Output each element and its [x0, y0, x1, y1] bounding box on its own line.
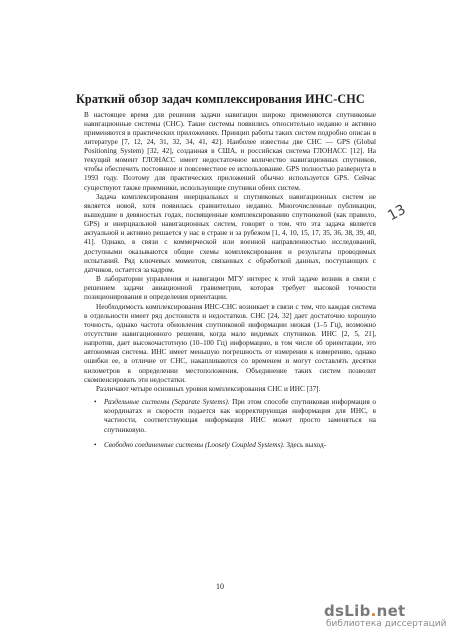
level-description: . Здесь выход- — [282, 440, 327, 449]
paragraph-integration-task: Задача комплексирования инерциальных и спутниковых навигационных систем не является новой, хотя появилась сравнительно недавно. Многочисленные публикации, вышедшие в девяностых годах, посвященные комплексированию спутниковой (как правило, GPS) и инерциальной навигационных систем, говорят о том, что эта задача является актуальной и активно решается у нас в стране и за рубежом [1, 4, 10, 15, 17, 35, 36, 38, 39, 40, 41]. Однако, в связи с коммерческой или военной направленностью исследований, доступными оказываются общие схемы комплексирования и результаты проводимых испытаний. Ряд ключевых моментов, связанных с обработкой данных, поступающих с датчиков, остается за кадром. — [84, 193, 376, 274]
watermark — [324, 602, 446, 630]
watermark-subtitle: библиотека диссертаций — [326, 619, 447, 629]
section-heading: Краткий обзор задач комплексирования ИНС-СНС — [76, 92, 365, 106]
level-term-en: (Separate Systems) — [172, 398, 228, 407]
paragraph-intro: В настоящее время для решения задачи навигации широко применяются спутниковые навигационные системы (СНС). Такие системы появились относительно недавно и активно применяются в практических приложениях. Принцип работы таких систем подробно описан в литературе [7, 12, 24, 31, 32, 34, 41, 42]. Наиболее известны две СНС — GPS (Global Positioning System) [32, 42], созданная в США, и российская система ГЛОНАСС [12]. На текущий момент ГЛОНАСС имеет недостаточное количество навигационных спутников, чтобы обеспечить постоянное и повсеместное ее использование. GPS полностью развернута в 1993 году. Поэтому для практических приложений обычно используется GPS. Сейчас существуют также приемники, использующие спутники обеих систем. — [84, 111, 376, 192]
handwritten-margin-note: 13 — [385, 201, 409, 225]
integration-levels-list — [84, 398, 376, 449]
bullet-icon: • — [94, 398, 97, 407]
watermark-logo-tld: net — [376, 602, 406, 620]
watermark-logo-main: dsLib — [324, 602, 371, 620]
body-text — [84, 111, 376, 456]
page-number: 10 — [216, 582, 224, 591]
level-term: Свободно соединенные системы — [104, 440, 204, 449]
level-description: . При этом способе спутниковая информация о координатах и скорости подается как корректирующая информация для ИНС, в частности, соответствующая информация ИНС может просто заменяться на спутниковую. — [104, 398, 376, 434]
bullet-icon: • — [94, 440, 97, 449]
paragraph-levels-intro: Различают четыре основных уровня комплексирования СНС и ИНС [37]. — [96, 385, 321, 394]
watermark-logo-dot: . — [370, 602, 377, 620]
paragraph-msu-lab: В лаборатории управления и навигации МГУ интерес к этой задаче возник в связи с решением задачи авиационной гравиметрии, которая требует высокой точности позиционирования и определения ориентации. — [84, 275, 376, 302]
paragraph-necessity: Необходимость комплексирования ИНС-СНС возникает в связи с тем, что каждая система в отдельности имеет ряд достоинств и недостатков. СНС [24, 32] дает достаточно хорошую точность, однако частота обновления спутниковой информации низкая (1–5 Гц), возможно отсутствие навигационного решения, когда мало видимых спутников. ИНС [2, 5, 21], напротив, дает высокочастотную (10–100 Гц) информацию, в том числе об ориентации, это автономная система. ИНС имеет меньшую погрешность от измерения к измерению, однако ошибки ее, в отличие от СНС, накапливаются со временем и могут составлять десятки километров в определении местоположения. Объединение таких систем позволит скомпенсировать эти недостатки. — [84, 303, 376, 384]
level-term: Раздельные системы — [104, 398, 170, 407]
list-item — [84, 441, 376, 450]
level-term-en: (Loosely Coupled Systems) — [204, 440, 283, 449]
watermark-logo — [324, 602, 406, 620]
list-item — [84, 398, 376, 434]
